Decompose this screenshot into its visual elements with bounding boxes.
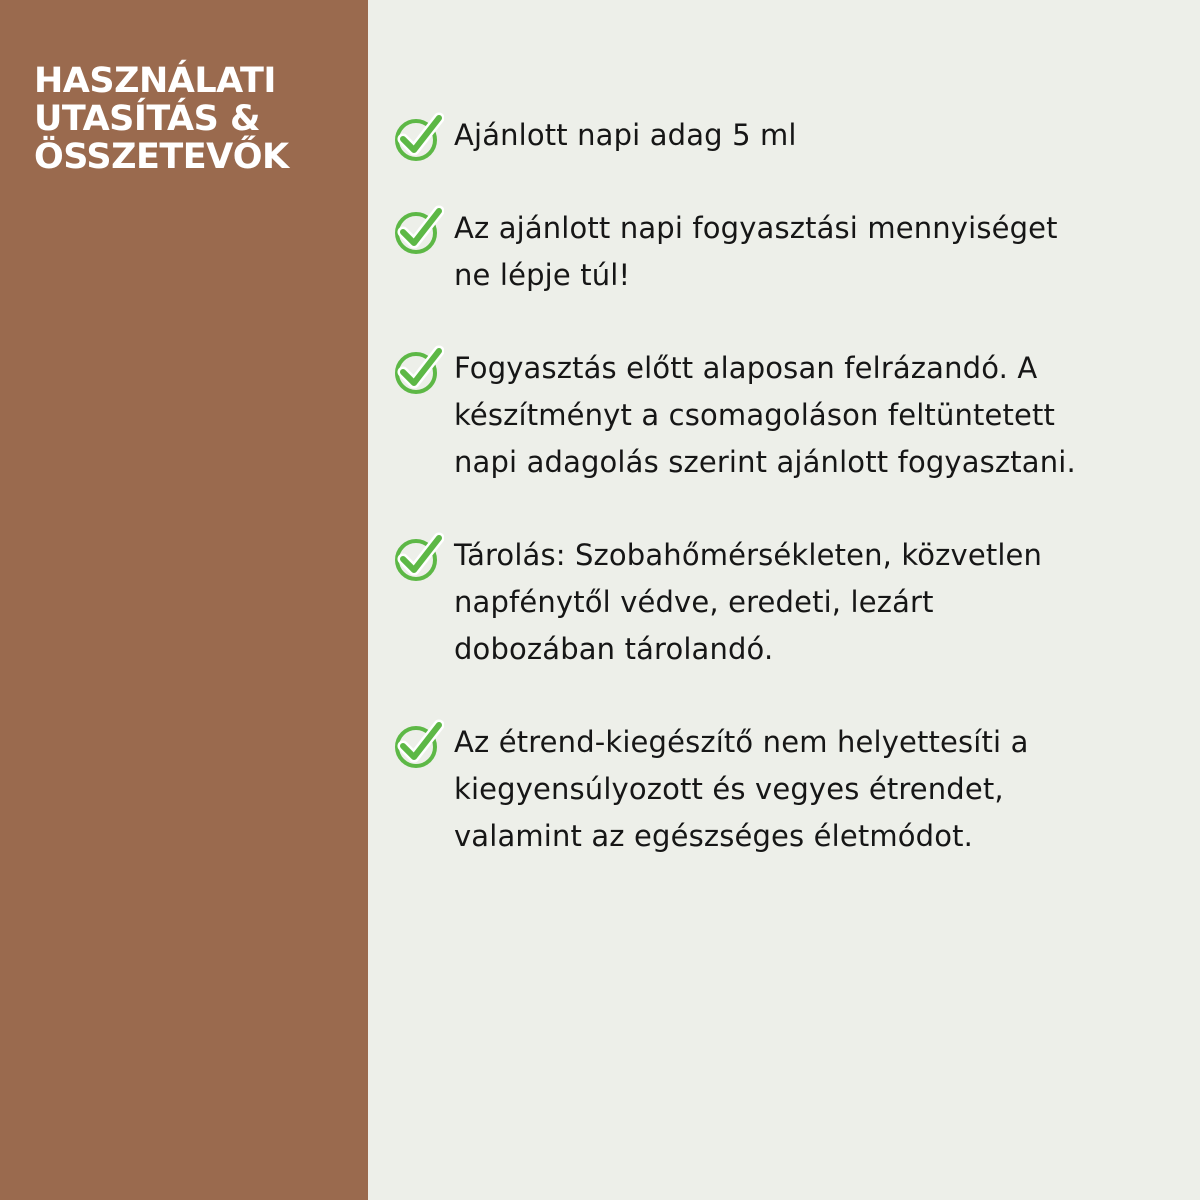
check-circle-icon [392, 112, 444, 164]
item-text-line: ne lépje túl! [454, 258, 631, 292]
item-text-line: Fogyasztás előtt alaposan felrázandó. A [454, 351, 1038, 385]
item-text-line: napi adagolás szerint ajánlott fogyasztani. [454, 445, 1076, 479]
check-circle-icon [392, 345, 444, 397]
title-line-1: HASZNÁLATI [34, 61, 276, 101]
item-text-line: készítményt a csomagoláson feltüntetett [454, 398, 1056, 432]
check-circle-icon [392, 205, 444, 257]
page-title [34, 62, 354, 176]
sidebar-panel [0, 0, 368, 1200]
list-item [392, 719, 1182, 860]
item-text-line: valamint az egészséges életmódot. [454, 819, 973, 853]
item-text-line: kiegyensúlyozott és vegyes étrendet, [454, 772, 1004, 806]
title-line-2: UTASÍTÁS & [34, 99, 261, 139]
item-text-line: dobozában tárolandó. [454, 632, 774, 666]
instructions-list [392, 112, 1182, 906]
item-text [454, 112, 1182, 159]
check-circle-icon [392, 719, 444, 771]
list-item [392, 345, 1182, 486]
item-text-line: napfénytől védve, eredeti, lezárt [454, 585, 934, 619]
item-text-line: Tárolás: Szobahőmérsékleten, közvetlen [454, 538, 1043, 572]
list-item [392, 205, 1182, 299]
item-text [454, 345, 1182, 486]
item-text-line: Ajánlott napi adag 5 ml [454, 118, 797, 152]
item-text-line: Az étrend-kiegészítő nem helyettesíti a [454, 725, 1029, 759]
item-text [454, 205, 1182, 299]
item-text [454, 719, 1182, 860]
list-item [392, 532, 1182, 673]
check-circle-icon [392, 532, 444, 584]
title-line-3: ÖSSZETEVŐK [34, 137, 289, 177]
list-item [392, 112, 1182, 159]
item-text [454, 532, 1182, 673]
item-text-line: Az ajánlott napi fogyasztási mennyiséget [454, 211, 1058, 245]
